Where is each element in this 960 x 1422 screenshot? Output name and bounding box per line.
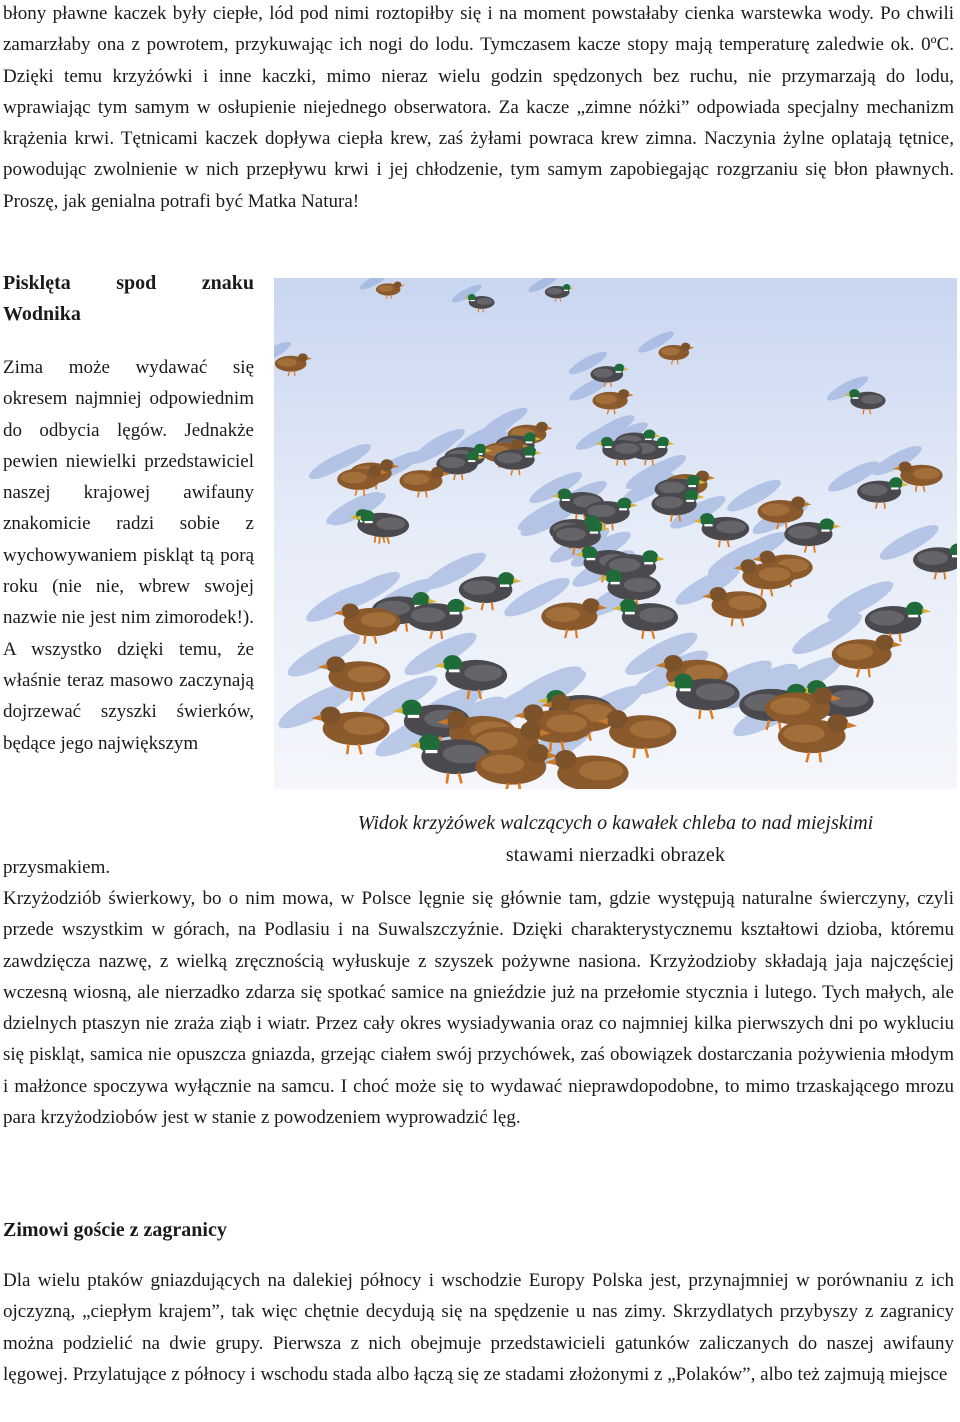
ducks-on-snow-image [274, 278, 957, 789]
sidebar-column [3, 268, 254, 759]
winter-guests-paragraph: Dla wielu ptaków gniazdujących na dalekiej północy i wschodzie Europy Polska jest, przynajmniej w porównaniu z ich ojczyzną, „ciepłym krajem”, tak więc chętnie decydują się na spędzenie u nas zimy. Skrzydlatych przybyszy z zagranicy można podzielić na dwie grupy. Pierwsza z nich obejmuje przedstawicieli gatunków zaliczanych do naszej awifauny lęgowej. Przylatujące z północy i wschodu stada albo łączą się ze stadami złożonymi z „Polaków”, albo też zajmują miejsce [3, 1270, 954, 1385]
sidebar-paragraph-end: przysmakiem. [3, 857, 111, 878]
ducks-photo [274, 278, 957, 789]
section-heading-chicks: Pisklęta spod znaku Wodnika [3, 272, 254, 325]
section-heading-winter-guests: Zimowi goście z zagranicy [3, 1219, 227, 1241]
intro-paragraph: błony pławne kaczek były ciepłe, lód pod nimi roztopiłby się i na moment powstałaby cienka warstewka wody. Po chwili zamarzłaby ona z powrotem, przykuwając ich nogi do lodu. Tymczasem kacze stopy mają temperaturę zaledwie ok. 0ºC. Dzięki temu krzyżówki i inne kaczki, mimo nieraz wielu godzin spędzonych bez ruchu, nie przymarzają do lodu, wprawiając tym samym w osłupienie niejednego obserwatora. Za kacze „zimne nóżki” odpowiada specjalny mechanizm krążenia krwi. Tętnicami kaczek dopływa ciepła krew, zaś żyłami powraca krew zimna. Naczynia żylne oplatają tętnice, powodując zwolnienie w nich przepływu krwi i jej chłodzenie, tym samym zapobiegając rozgrzaniu się błon pławnych. Proszę, jak genialna potrafi być Matka Natura! [3, 3, 954, 212]
sidebar-paragraph: Zima może wydawać się okresem najmniej odpowiednim do odbycia lęgów. Jednakże pewien niewielki przedstawiciel naszej krajowej awifauny znakomicie radzi sobie z wychowywaniem piskląt tą porą roku (nie nie, wbrew swojej nazwie nie jest nim zimorodek!). A wszystko dzięki temu, że właśnie teraz masowo zaczynają dojrzewać szyszki świerków, będące jego największym [3, 357, 254, 754]
photo-caption [274, 807, 957, 871]
crossbill-paragraph: Krzyżodziób świerkowy, bo o nim mowa, w Polsce lęgnie się głównie tam, gdzie występują naturalne świerczyny, czyli przede wszystkim w górach, na Podlasiu i na Suwalszczyźnie. Dzięki charakterystycznemu kształtowi dzioba, któremu zawdzięcza nazwę, z wielką zręcznością wyłuskuje z szyszek pożywne nasiona. Krzyżodzioby składają jaja najczęściej wczesną wiosną, ale nierzadko zdarza się spotkać samice na gnieździe już na przełomie stycznia i lutego. Tych małych, ale dzielnych ptaszyn nie zraża ziąb i wiatr. Przez cały okres wysiadywania oraz co najmniej kilka pierwszych dni po wykluciu się piskląt, samica nie opuszcza gniazda, grzejąc ciałem swój przychówek, zaś obowiązek dostarczania pożywienia młodym i małżonce spoczywa wyłącznie na samcu. I choć może się to wydawać nieprawdopodobne, to mimo trzaskającego mrozu para krzyżodziobów jest w stanie z powodzeniem wyprowadzić lęg. [3, 888, 954, 1129]
caption-line-1: Widok krzyżówek walczących o kawałek chleba to nad miejskimi [357, 812, 874, 834]
caption-line-2: stawami nierzadki obrazek [505, 844, 726, 866]
